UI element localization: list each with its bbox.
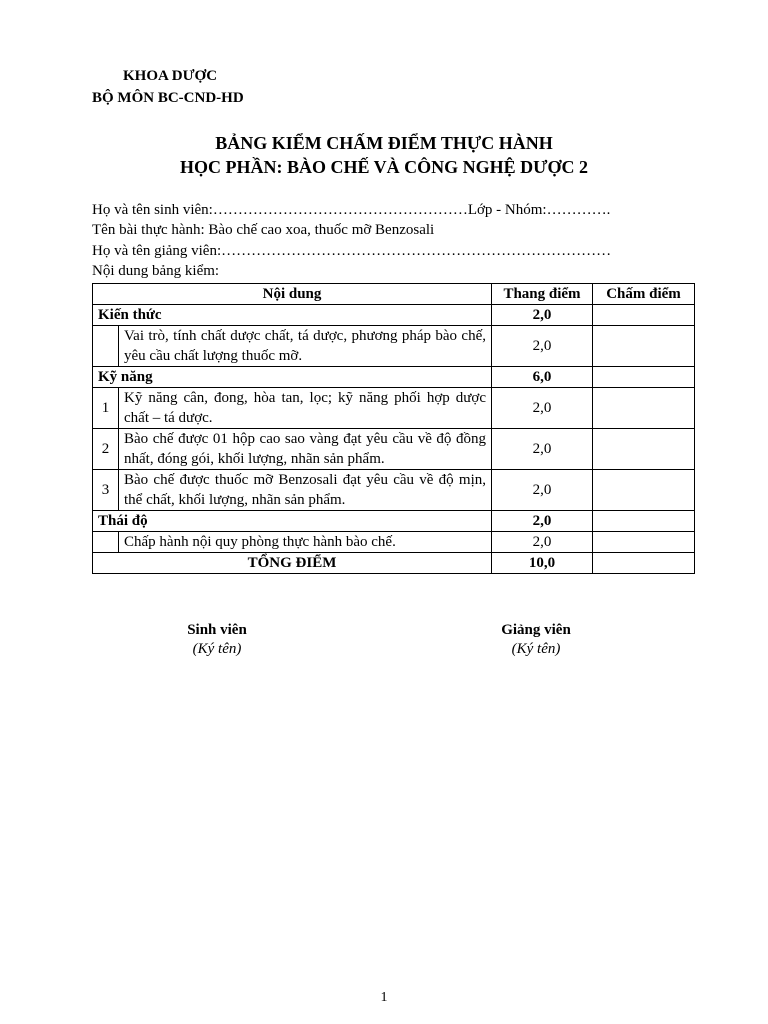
- header-content: Nội dung: [93, 284, 492, 305]
- student-signature-block: [137, 622, 297, 658]
- checklist-content-label: Nội dung bảng kiểm:: [92, 263, 220, 279]
- item-score: 2,0: [492, 532, 593, 553]
- item-number: [93, 532, 119, 553]
- teacher-signature-label: Giảng viên: [501, 622, 571, 638]
- item-number: 2: [93, 429, 119, 470]
- item-number: 1: [93, 388, 119, 429]
- teacher-signature-note: (Ký tên): [511, 641, 561, 657]
- item-text: Chấp hành nội quy phòng thực hành bào chế.: [119, 532, 492, 553]
- item-score: 2,0: [492, 388, 593, 429]
- page-number: 1: [380, 990, 388, 1005]
- item-text: Bào chế được 01 hộp cao sao vàng đạt yêu cầu về độ đồng nhất, đóng gói, khối lượng, nhãn sản phẩm.: [119, 429, 492, 470]
- section-name: Kỹ năng: [93, 367, 492, 388]
- faculty-name: KHOA DƯỢC: [123, 68, 218, 84]
- grade-cell[interactable]: [593, 388, 695, 429]
- department-name: BỘ MÔN BC-CND-HD: [92, 90, 244, 106]
- item-score: 2,0: [492, 470, 593, 511]
- course-title: HỌC PHẦN: BÀO CHẾ VÀ CÔNG NGHỆ DƯỢC 2: [179, 157, 588, 177]
- grade-cell[interactable]: [593, 553, 695, 574]
- section-row-skills: [93, 367, 695, 388]
- table-row: [93, 532, 695, 553]
- section-name: Kiến thức: [93, 305, 492, 326]
- item-number: 3: [93, 470, 119, 511]
- section-row-knowledge: [93, 305, 695, 326]
- item-score: 2,0: [492, 326, 593, 367]
- table-row: [93, 388, 695, 429]
- item-text: Bào chế được thuốc mỡ Benzosali đạt yêu cầu về độ mịn, thể chất, khối lượng, nhãn sản phẩm.: [119, 470, 492, 511]
- item-text: Kỹ năng cân, đong, hòa tan, lọc; kỹ năng phối hợp dược chất – tá dược.: [119, 388, 492, 429]
- table-row: [93, 326, 695, 367]
- grade-cell[interactable]: [593, 429, 695, 470]
- student-signature-note: (Ký tên): [192, 641, 242, 657]
- section-score: 6,0: [492, 367, 593, 388]
- header-grade: Chấm điểm: [593, 284, 695, 305]
- teacher-signature-block: [456, 622, 616, 658]
- total-row: [93, 553, 695, 574]
- lesson-name-line: Tên bài thực hành: Bào chế cao xoa, thuốc mỡ Benzosali: [92, 222, 435, 238]
- grade-cell[interactable]: [593, 326, 695, 367]
- total-label: TỔNG ĐIỂM: [93, 553, 492, 574]
- document-title: BẢNG KIỂM CHẤM ĐIỂM THỰC HÀNH: [215, 133, 553, 153]
- item-text: Vai trò, tính chất dược chất, tá dược, phương pháp bào chế, yêu cầu chất lượng thuốc mỡ.: [119, 326, 492, 367]
- grade-cell[interactable]: [593, 305, 695, 326]
- grade-cell[interactable]: [593, 532, 695, 553]
- grade-cell[interactable]: [593, 470, 695, 511]
- header-scale: Thang điểm: [492, 284, 593, 305]
- grade-cell[interactable]: [593, 511, 695, 532]
- item-number: [93, 326, 119, 367]
- student-info-line: Họ và tên sinh viên:……………………………………………Lớp - Nhóm:………….: [92, 202, 611, 218]
- section-score: 2,0: [492, 305, 593, 326]
- section-row-attitude: [93, 511, 695, 532]
- section-name: Thái độ: [93, 511, 492, 532]
- item-score: 2,0: [492, 429, 593, 470]
- teacher-info-line: Họ và tên giảng viên:……………………………………………………………………: [92, 243, 612, 259]
- grade-cell[interactable]: [593, 367, 695, 388]
- table-header-row: [93, 284, 695, 305]
- table-row: [93, 470, 695, 511]
- student-signature-label: Sinh viên: [187, 622, 247, 638]
- total-score: 10,0: [492, 553, 593, 574]
- section-score: 2,0: [492, 511, 593, 532]
- grading-table: [92, 283, 695, 574]
- table-row: [93, 429, 695, 470]
